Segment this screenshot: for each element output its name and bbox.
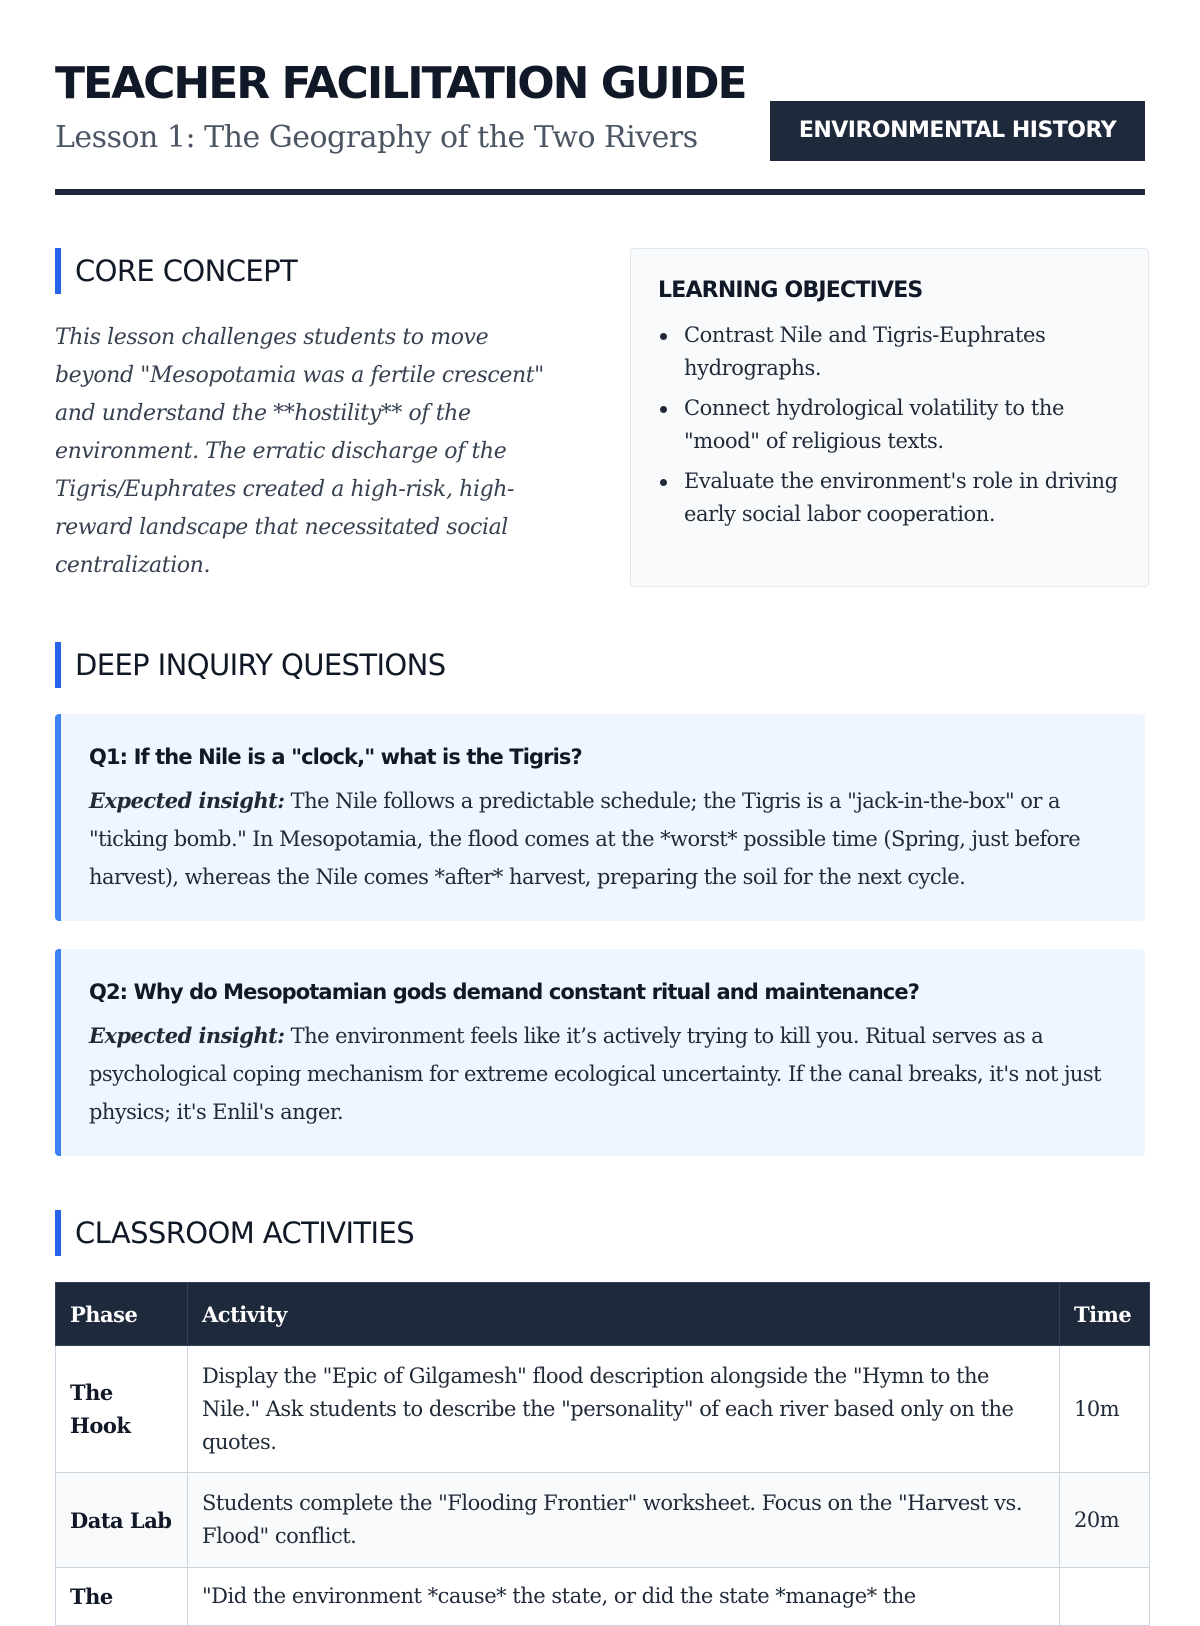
table-row [56,1473,1150,1568]
learning-objectives-title: LEARNING OBJECTIVES [658,278,923,303]
table-header-row [56,1283,1150,1346]
insight-text: The Nile follows a predictable schedule; the Tigris is a "jack-in-the-box" or a "ticking bomb." In Mesopotamia, the flood comes at the *worst* possible time (Spring, just before harvest), whereas the Nile comes *after* harvest, preparing the soil for the next cycle. [89,789,1081,889]
time-cell: 20m [1060,1473,1150,1568]
core-concept-section [55,248,565,585]
table-row [56,1346,1150,1473]
question-insight [89,782,1119,896]
insight-label: Expected insight: [89,1023,285,1048]
column-header-phase: Phase [56,1283,188,1346]
section-accent-bar [55,248,61,294]
activities-heading [55,1210,1145,1256]
learning-objectives-box [630,248,1149,587]
objective-item: Connect hydrological volatility to the "mood" of religious texts. [684,392,1122,458]
question-title: Q2: Why do Mesopotamian gods demand constant ritual and maintenance? [89,980,919,1004]
classroom-activities-section [55,1210,1145,1626]
time-cell: 10m [1060,1346,1150,1473]
section-accent-bar [55,642,61,688]
question-card [55,714,1145,921]
objective-item: Contrast Nile and Tigris-Euphrates hydrographs. [684,319,1122,385]
guide-title: TEACHER FACILITATION GUIDE [55,58,746,109]
activity-cell: Students complete the "Flooding Frontier" worksheet. Focus on the "Harvest vs. Flood" conflict. [188,1473,1060,1568]
subject-badge: ENVIRONMENTAL HISTORY [770,101,1145,161]
core-concept-title: CORE CONCEPT [75,254,298,288]
lesson-subtitle: Lesson 1: The Geography of the Two Rivers [55,120,698,155]
activities-title: CLASSROOM ACTIVITIES [75,1216,415,1250]
inquiry-title: DEEP INQUIRY QUESTIONS [75,648,446,682]
core-concept-text: This lesson challenges students to move beyond "Mesopotamia was a fertile crescent" and understand the **hostility** of the environment. The erratic discharge of the Tigris/Euphrates created a high-risk, high-reward landscape that necessitated social centralization. [55,325,544,578]
insight-text: The environment feels like it’s actively trying to kill you. Ritual serves as a psychological coping mechanism for extreme ecological uncertainty. If the canal breaks, it's not just physics; it's Enlil's anger. [89,1024,1102,1124]
column-header-activity: Activity [188,1283,1060,1346]
time-cell [1060,1568,1150,1626]
table-row [56,1568,1150,1626]
column-header-time: Time [1060,1283,1150,1346]
deep-inquiry-section [55,642,1145,1156]
guide-header [55,58,1145,195]
activities-table [55,1282,1150,1626]
objective-item: Evaluate the environment's role in driving early social labor cooperation. [684,465,1122,531]
concept-row [55,248,1145,588]
phase-cell: The [56,1568,188,1626]
learning-objectives-list [658,319,1122,531]
question-card [55,949,1145,1156]
phase-cell: The Hook [56,1346,188,1473]
activity-cell: Display the "Epic of Gilgamesh" flood description alongside the "Hymn to the Nile." Ask students to describe the "personality" of each river based only on the quotes. [188,1346,1060,1473]
insight-label: Expected insight: [89,788,285,813]
question-title: Q1: If the Nile is a "clock," what is the Tigris? [89,745,582,769]
section-accent-bar [55,1210,61,1256]
phase-cell: Data Lab [56,1473,188,1568]
core-concept-heading [55,248,565,294]
activity-cell: "Did the environment *cause* the state, or did the state *manage* the [188,1568,1060,1626]
inquiry-heading [55,642,1145,688]
question-insight [89,1017,1119,1131]
